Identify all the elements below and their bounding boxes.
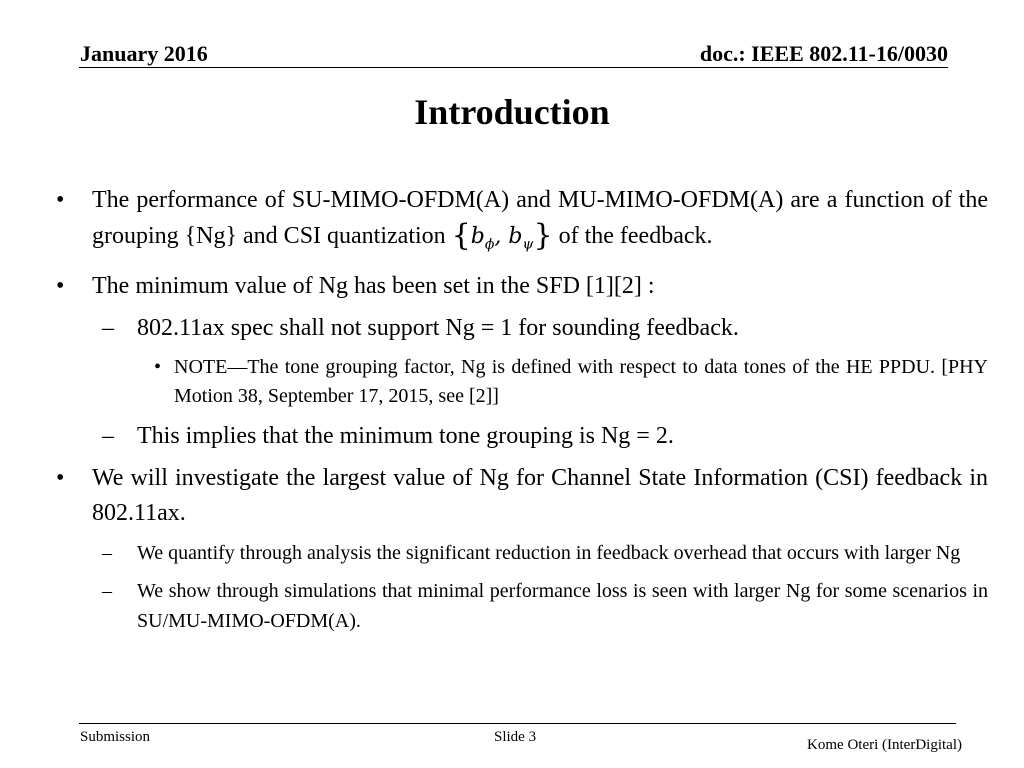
subbullet-implies-ng2 bbox=[56, 419, 988, 453]
subsubbullet-note bbox=[56, 353, 988, 411]
subbullet-text: This implies that the minimum tone grouping is Ng = 2. bbox=[137, 423, 674, 450]
formula-close-brace: } bbox=[533, 218, 553, 253]
bullet-text: The minimum value of Ng has been set in the SFD [1][2] : bbox=[92, 273, 655, 300]
bullet-performance bbox=[56, 183, 988, 262]
header-date: January 2016 bbox=[80, 41, 208, 66]
formula-separator: , bbox=[494, 224, 509, 249]
bullet-text-end: of the feedback. bbox=[552, 223, 713, 249]
subbullet-simulations bbox=[56, 576, 988, 636]
formula-phi-subscript: ϕ bbox=[484, 236, 495, 253]
subbullet-marker: – bbox=[102, 423, 114, 450]
formula-open-brace: { bbox=[451, 218, 471, 253]
subbullet-marker: – bbox=[102, 315, 114, 342]
subbullet-text: We show through simulations that minimal performance loss is seen with larger Ng for some scenarios in SU/MU-MIMO-OFDM(A). bbox=[137, 580, 988, 633]
header-rule bbox=[79, 67, 948, 68]
subbullet-text: 802.11ax spec shall not support Ng = 1 for sounding feedback. bbox=[137, 315, 739, 342]
bullet-investigate bbox=[56, 461, 988, 531]
footer-submission: Submission bbox=[80, 729, 151, 745]
subsubbullet-text: NOTE—The tone grouping factor, Ng is defined with respect to data tones of the HE PPDU. [PHY Motion 38, September 17, 2015, see [2]] bbox=[174, 356, 988, 408]
footer-author: Kome Oteri (InterDigital) bbox=[807, 737, 962, 753]
subbullet-text: We quantify through analysis the significant reduction in feedback overhead that occurs with larger Ng bbox=[137, 542, 961, 565]
formula-psi-subscript: ψ bbox=[522, 236, 534, 253]
footer-rule bbox=[79, 723, 956, 724]
header-doc-id: doc.: IEEE 802.11-16/0030 bbox=[699, 41, 948, 66]
slide-content bbox=[56, 183, 988, 644]
footer-slide-number: Slide 3 bbox=[494, 729, 537, 745]
subbullet-quantify bbox=[56, 538, 988, 568]
bullet-text: We will investigate the largest value of Ng for Channel State Information (CSI) feedback in 802.11ax. bbox=[92, 465, 988, 527]
subsubbullet-marker: • bbox=[154, 356, 162, 379]
formula-b-psi: b bbox=[508, 224, 523, 249]
bullet-marker: • bbox=[56, 187, 65, 213]
csi-quantization-formula bbox=[451, 218, 553, 253]
formula-b-phi: b bbox=[470, 224, 485, 249]
subbullet-spec-ng bbox=[56, 311, 988, 345]
slide-title: Introduction bbox=[414, 92, 610, 132]
subbullet-marker: – bbox=[102, 542, 112, 565]
subbullet-marker: – bbox=[102, 580, 112, 603]
bullet-marker: • bbox=[56, 465, 65, 492]
bullet-minimum-ng bbox=[56, 269, 988, 304]
bullet-marker: • bbox=[56, 273, 65, 300]
bullet-text: The performance of SU-MIMO-OFDM(A) and MU-MIMO-OFDM(A) are a function of the grouping {Ng} and CSI quantization bbox=[92, 187, 988, 249]
